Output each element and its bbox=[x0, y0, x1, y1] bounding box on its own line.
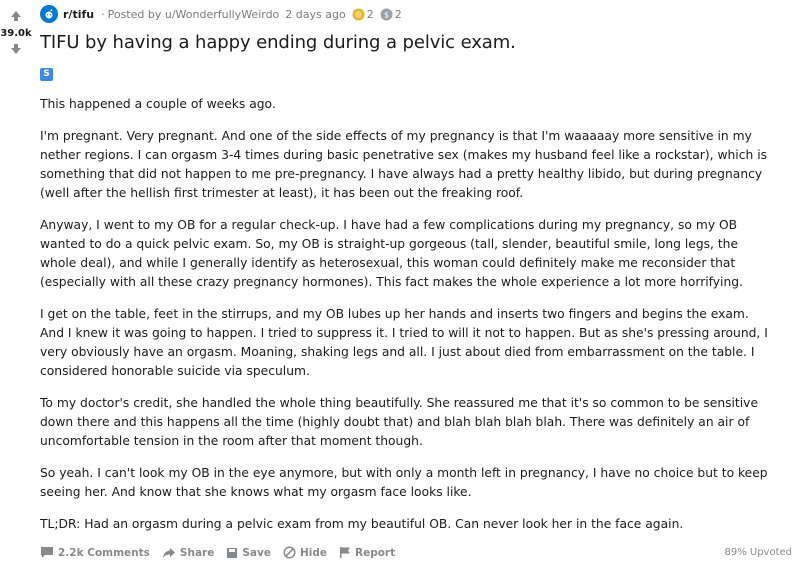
award-silver[interactable] bbox=[380, 8, 402, 21]
post-meta bbox=[40, 0, 795, 28]
meta-separator: · bbox=[101, 7, 105, 21]
comment-icon bbox=[40, 546, 54, 559]
share-label: Share bbox=[179, 546, 215, 559]
post-paragraph: To my doctor's credit, she handled the whole thing beautifully. She reassured me that it's so common to be sensitive down there and this happens all the time (highly doubt that) and blah blah blah blah. There was definitely an air of uncomfortable tension in the room after that moment though. bbox=[40, 396, 759, 448]
post-paragraph: So yeah. I can't look my OB in the eye anymore, but with only a month left in pregnancy, I have no choice but to keep seeing her. And know that she knows what my orgasm face looks like. bbox=[40, 466, 768, 499]
vote-column bbox=[0, 0, 32, 57]
post-flair[interactable]: S bbox=[40, 68, 53, 81]
post-paragraph: TL;DR: Had an orgasm during a pelvic exam from my beautiful OB. Can never look her in the face again. bbox=[40, 517, 684, 531]
subreddit-link[interactable]: r/tifu bbox=[63, 7, 95, 21]
upvote-ratio: 89% Upvoted bbox=[724, 547, 792, 558]
post-paragraph: This happened a couple of weeks ago. bbox=[40, 97, 276, 111]
save-button[interactable] bbox=[226, 547, 271, 559]
report-label: Report bbox=[355, 546, 396, 559]
upvote-arrow-icon bbox=[10, 10, 22, 22]
report-button[interactable] bbox=[339, 546, 395, 559]
upvote-button[interactable] bbox=[8, 8, 24, 24]
post-title[interactable]: TIFU by having a happy ending during a pelvic exam. bbox=[40, 32, 516, 53]
award-count: 2 bbox=[366, 7, 374, 21]
post-body bbox=[40, 95, 775, 534]
svg-text:$: $ bbox=[383, 10, 389, 19]
comments-button[interactable] bbox=[40, 546, 150, 559]
award-gold[interactable] bbox=[352, 8, 374, 21]
hide-button[interactable] bbox=[283, 546, 327, 559]
share-icon bbox=[162, 547, 176, 559]
silver-award-icon bbox=[380, 8, 393, 21]
post-content bbox=[40, 0, 795, 547]
hide-label: Hide bbox=[299, 546, 327, 559]
comments-label: 2.2k Comments bbox=[58, 546, 150, 559]
save-label: Save bbox=[242, 546, 271, 559]
reddit-alien-icon bbox=[43, 8, 55, 20]
post-paragraph: Anyway, I went to my OB for a regular check-up. I have had a few complications during my pregnancy, so my OB wanted to do a quick pelvic exam. So, my OB is straight-up gorgeous (tall, slender, beautiful smile, long legs, the whole deal), and while I generally identify as heterosexual, this woman could definitely make me reconsider that (especially with all these crazy pregnancy hormones). This fact makes the whole experience a lot more horrifying. bbox=[40, 218, 743, 289]
save-icon bbox=[226, 547, 238, 559]
flag-icon bbox=[339, 546, 351, 559]
vote-score: 39.0k bbox=[0, 28, 32, 39]
post-action-bar bbox=[40, 546, 795, 559]
downvote-button[interactable] bbox=[8, 41, 24, 57]
post-time: 2 days ago bbox=[285, 7, 346, 21]
award-count: 2 bbox=[394, 7, 402, 21]
post-paragraph: I get on the table, feet in the stirrups, and my OB lubes up her hands and inserts two fingers and begins the exam. And I knew it was going to happen. I tried to suppress it. I tried to will it not to happen. But as she's pressing around, I very obviously have an orgasm. Moaning, shaking legs and all. I just about died from embarrassment on the table. I considered honorable suicide via speculum. bbox=[40, 307, 768, 378]
posted-by[interactable]: Posted by u/WonderfullyWeirdo bbox=[107, 7, 280, 21]
hide-icon bbox=[283, 546, 296, 559]
share-button[interactable] bbox=[162, 547, 214, 559]
gold-award-icon bbox=[352, 8, 365, 21]
downvote-arrow-icon bbox=[10, 43, 22, 55]
subreddit-icon[interactable] bbox=[40, 5, 58, 23]
post-paragraph: I'm pregnant. Very pregnant. And one of the side effects of my pregnancy is that I'm waaaaay more sensitive in my nether regions. I can orgasm 3-4 times during basic penetrative sex (makes my husband feel like a rockstar), which is something that did not happen to me pre-pregnancy. I have always had a pretty healthy libido, but during pregnancy (well after the hellish first trimester at least), it has been out the freaking roof. bbox=[40, 129, 768, 200]
